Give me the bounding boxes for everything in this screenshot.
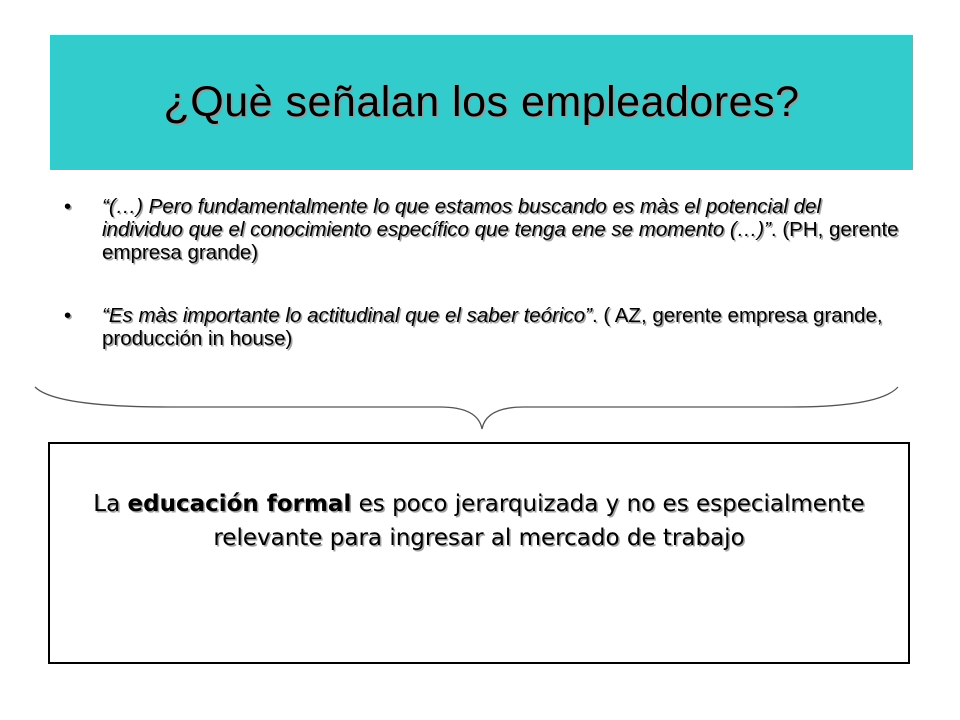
conclusion-text [70,487,888,555]
bullet-icon: • [64,304,72,327]
slide-title: ¿Què señalan los empleadores? [163,78,800,126]
quote-list [64,195,904,350]
title-banner [50,35,913,170]
conclusion-lead: La [93,491,128,517]
quote-item [64,195,904,264]
conclusion-box [48,442,910,664]
quote-attribution: . (PH, gerente empresa grande) [102,218,899,264]
quote-text: “Es màs importante lo actitudinal que el saber teórico” [102,304,592,327]
curly-brace-icon [30,385,910,433]
quote-text: “(…) Pero fundamentalmente lo que estamos buscando es màs el potencial del individuo que el conocimiento específico que tenga ene se momento (…)” [102,195,822,241]
quote-item [64,304,904,350]
quote-attribution: . ( AZ, gerente empresa grande, producción in house) [102,304,883,350]
bullet-icon: • [64,195,72,218]
conclusion-rest: es poco jerarquizada y no es especialmente relevante para ingresar al mercado de trabajo [213,491,865,551]
conclusion-emphasis: educación formal [127,491,352,517]
